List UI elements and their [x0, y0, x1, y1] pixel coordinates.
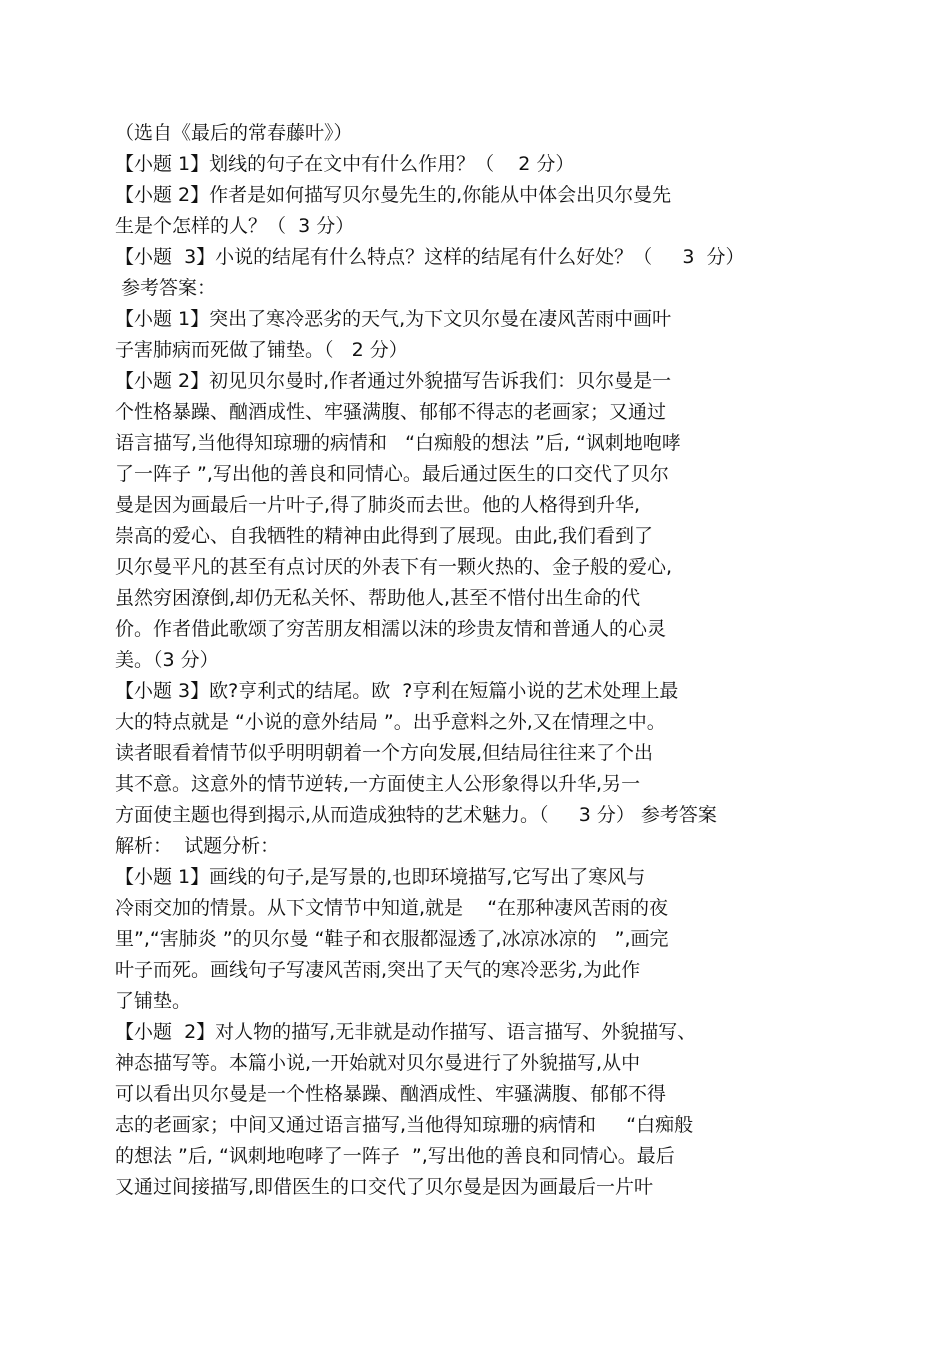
text-line: 曼是因为画最后一片叶子,得了肺炎而去世。他的人格得到升华,	[115, 494, 641, 516]
text-line: 其不意。这意外的情节逆转,一方面使主人公形象得以升华,另一	[115, 773, 641, 795]
text-line: 语言描写,当他得知琼珊的病情和 “白痴般的想法 ”后, “讽刺地咆哮	[115, 432, 681, 454]
text-line: 【小题 3】小说的结尾有什么特点？这样的结尾有什么好处？（ 3 分）	[115, 246, 745, 268]
text-line: 志的老画家；中间又通过语言描写,当他得知琼珊的病情和 “白痴般	[115, 1114, 694, 1136]
text-line: 神态描写等。本篇小说,一开始就对贝尔曼进行了外貌描写,从中	[115, 1052, 641, 1074]
text-line: 大的特点就是 “小说的意外结局 ”。出乎意料之外,又在情理之中。	[115, 711, 666, 733]
text-line: 【小题 3】欧?亨利式的结尾。欧 ?亨利在短篇小说的艺术处理上最	[115, 680, 679, 702]
text-line: 贝尔曼平凡的甚至有点讨厌的外表下有一颗火热的、金子般的爱心,	[115, 556, 673, 578]
text-line: 【小题 2】初见贝尔曼时,作者通过外貌描写告诉我们：贝尔曼是一	[115, 370, 672, 392]
text-line: 冷雨交加的情景。从下文情节中知道,就是 “在那种凄风苦雨的夜	[115, 897, 669, 919]
text-line: 【小题 2】对人物的描写,无非就是动作描写、语言描写、外貌描写、	[115, 1021, 697, 1043]
text-line: 可以看出贝尔曼是一个性格暴躁、酗酒成性、牢骚满腹、郁郁不得	[115, 1083, 667, 1105]
text-line: 叶子而死。画线句子写凄风苦雨,突出了天气的寒冷恶劣,为此作	[115, 959, 641, 981]
text-line: 参考答案：	[115, 277, 217, 299]
text-line: 方面使主题也得到揭示,从而造成独特的艺术魅力。（ 3 分） 参考答案	[115, 804, 717, 826]
text-line: 【小题 1】突出了寒冷恶劣的天气,为下文贝尔曼在凄风苦雨中画叶	[115, 308, 672, 330]
text-line: 虽然穷困潦倒,却仍无私关怀、帮助他人,甚至不惜付出生命的代	[115, 587, 641, 609]
text-line: 崇高的爱心、自我牺牲的精神由此得到了展现。由此,我们看到了	[115, 525, 654, 547]
text-line: 解析： 试题分析：	[115, 835, 280, 857]
text-line: 美。（3 分）	[115, 649, 219, 671]
text-line: 的想法 ”后, “讽刺地咆哮了一阵子 ”,写出他的善良和同情心。最后	[115, 1145, 675, 1167]
document-text	[115, 118, 875, 1203]
text-line: 【小题 2】作者是如何描写贝尔曼先生的,你能从中体会出贝尔曼先	[115, 184, 672, 206]
text-line: 了铺垫。	[115, 990, 192, 1012]
text-line: 了一阵子 ”,写出他的善良和同情心。最后通过医生的口交代了贝尔	[115, 463, 669, 485]
text-line: （选自《最后的常春藤叶》）	[115, 122, 353, 144]
text-line: 读者眼看着情节似乎明明朝着一个方向发展,但结局往往来了个出	[115, 742, 654, 764]
text-line: 【小题 1】画线的句子,是写景的,也即环境描写,它写出了寒风与	[115, 866, 646, 888]
text-line: 生是个怎样的人？（ 3 分）	[115, 215, 355, 237]
text-line: 【小题 1】划线的句子在文中有什么作用？（ 2 分）	[115, 153, 575, 175]
text-line: 价。作者借此歌颂了穷苦朋友相濡以沫的珍贵友情和普通人的心灵	[115, 618, 667, 640]
text-line: 子害肺病而死做了铺垫。（ 2 分）	[115, 339, 408, 361]
text-line: 里”,“害肺炎 ”的贝尔曼 “鞋子和衣服都湿透了,冰凉冰凉的 ”,画完	[115, 928, 669, 950]
text-line: 又通过间接描写,即借医生的口交代了贝尔曼是因为画最后一片叶	[115, 1176, 654, 1198]
text-line: 个性格暴躁、酗酒成性、牢骚满腹、郁郁不得志的老画家；又通过	[115, 401, 667, 423]
